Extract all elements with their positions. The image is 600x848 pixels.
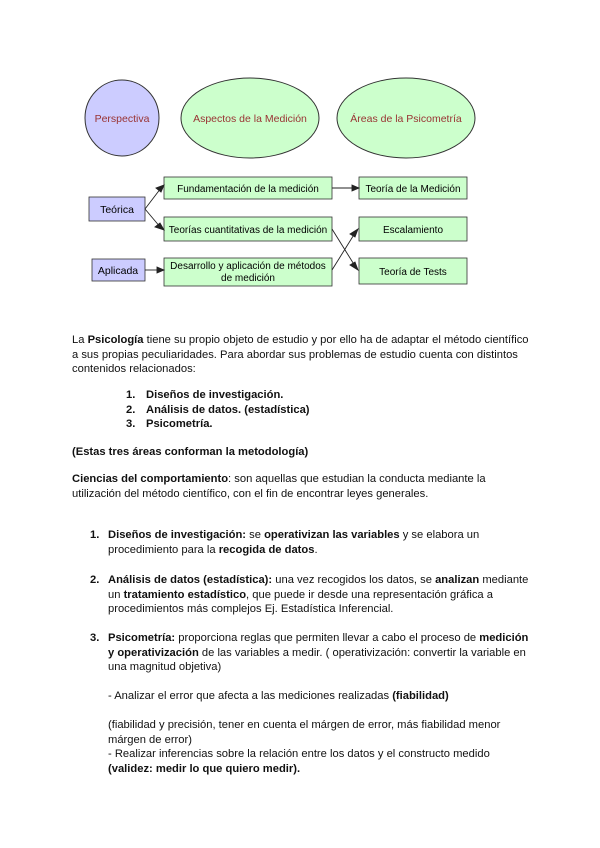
item-text: una vez recogidos los datos, se xyxy=(272,574,436,586)
item-term: Diseños de investigación: xyxy=(108,529,247,541)
ciencias-line-2: utilización del método científico, con el fin de encontrar leyes generales. xyxy=(72,487,429,500)
realizar-line-2 xyxy=(108,762,538,777)
item-text: . xyxy=(314,543,318,556)
realizar-line-1: - Realizar inferencias sobre la relación entre los datos y el constructo medido xyxy=(108,748,490,761)
label-teorica: Teórica xyxy=(100,204,134,216)
list-number: 3. xyxy=(126,418,136,431)
intro-line-3: contenidos relacionados: xyxy=(72,363,196,376)
intro-paragraph xyxy=(72,333,542,377)
list-text: Psicometría. xyxy=(146,418,213,431)
metodologia-note: (Estas tres áreas conforman la metodología) xyxy=(72,446,309,458)
ciencias-paragraph xyxy=(72,472,542,501)
fiab-line-2: márgen de error) xyxy=(108,733,192,746)
methodology-list xyxy=(126,388,426,432)
item-text: procedimiento para la xyxy=(108,543,219,556)
psychometrics-diagram xyxy=(0,0,600,300)
list-item xyxy=(126,403,426,418)
validez-term: (validez: medir lo que quiero medir) xyxy=(108,762,297,775)
item-text: mediante xyxy=(479,574,529,586)
item-term: medición xyxy=(479,632,529,644)
list-item xyxy=(126,417,426,432)
analizar-line xyxy=(108,689,449,704)
label-areas: Áreas de la Psicometría xyxy=(350,113,462,125)
item-term: analizan xyxy=(435,574,480,586)
list-text: Análisis de datos. (estadística) xyxy=(146,403,310,416)
intro-text: La xyxy=(72,334,88,346)
list-item xyxy=(126,388,426,403)
psicologia-term: Psicología xyxy=(87,334,144,346)
list-text: Diseños de investigación. xyxy=(146,389,284,401)
item-1-line-2 xyxy=(108,543,540,558)
item-3-line-3: una magnitud objetiva) xyxy=(108,661,222,674)
ciencias-text: : son aquellas que estudian la conducta mediante la xyxy=(228,473,486,485)
item-1 xyxy=(90,528,540,557)
item-term: y operativización xyxy=(108,646,199,659)
item-2 xyxy=(90,573,540,617)
item-3 xyxy=(90,631,540,675)
item-3-line-2 xyxy=(108,646,540,661)
analizar-text: - Analizar el error que afecta a las mediciones realizadas xyxy=(108,690,393,702)
label-teorias: Teorías cuantitativas de la medición xyxy=(168,225,328,236)
ciencias-line-1 xyxy=(72,472,542,487)
item-2-line-3: procedimientos más complejos Ej. Estadística Inferencial. xyxy=(108,603,394,616)
item-term: recogida de datos xyxy=(218,543,315,556)
intro-line-2: a sus propias peculiaridades. Para abordar sus problemas de estudio cuenta con distintos xyxy=(72,348,518,361)
item-term: tratamiento estadístico xyxy=(123,588,247,601)
fiabilidad-note xyxy=(108,718,538,776)
list-number: 2. xyxy=(126,403,136,416)
item-term: Análisis de datos (estadística): xyxy=(108,574,273,586)
item-text: y se elabora un xyxy=(399,529,480,541)
label-aplicada: Aplicada xyxy=(97,265,139,277)
label-teoria-tests: Teoría de Tests xyxy=(379,267,447,278)
item-1-line-1 xyxy=(108,528,540,543)
label-escalamiento: Escalamiento xyxy=(382,225,444,236)
intro-text: tiene su propio objeto de estudio y por ello ha de adaptar el método científico xyxy=(143,334,529,346)
list-number: 1. xyxy=(126,389,136,401)
intro-line-1 xyxy=(72,333,542,348)
ciencias-term: Ciencias del comportamiento xyxy=(72,473,229,485)
item-number: 3. xyxy=(90,632,100,644)
item-text: de las variables a medir. ( operativización: convertir la variable en xyxy=(198,646,526,659)
item-3-line-1 xyxy=(108,631,540,646)
item-text: se xyxy=(246,529,265,541)
label-desarrollo-1: Desarrollo y aplicación de métodos xyxy=(170,261,326,272)
item-2-line-1 xyxy=(108,573,540,588)
fiabilidad-term: (fiabilidad) xyxy=(392,690,449,702)
item-number: 1. xyxy=(90,529,100,541)
item-text: , que puede ir desde una representación gráfica a xyxy=(246,588,493,601)
item-number: 2. xyxy=(90,574,100,586)
item-2-line-2 xyxy=(108,588,540,603)
label-teoria-medicion: Teoría de la Medición xyxy=(365,184,461,195)
realizar-period: . xyxy=(296,762,301,775)
item-text: proporciona reglas que permiten llevar a cabo el proceso de xyxy=(175,632,480,644)
fiab-line-1: (fiabilidad y precisión, tener en cuenta el márgen de error, más fiabilidad menor xyxy=(108,719,501,731)
item-term: operativizan las variables xyxy=(264,529,400,541)
item-text: un xyxy=(108,588,124,601)
label-desarrollo-2: de medición xyxy=(221,273,275,284)
item-term: Psicometría: xyxy=(108,632,176,644)
label-aspectos: Aspectos de la Medición xyxy=(193,113,307,125)
label-fundamentacion: Fundamentación de la medición xyxy=(177,184,319,195)
label-perspectiva: Perspectiva xyxy=(94,113,150,125)
